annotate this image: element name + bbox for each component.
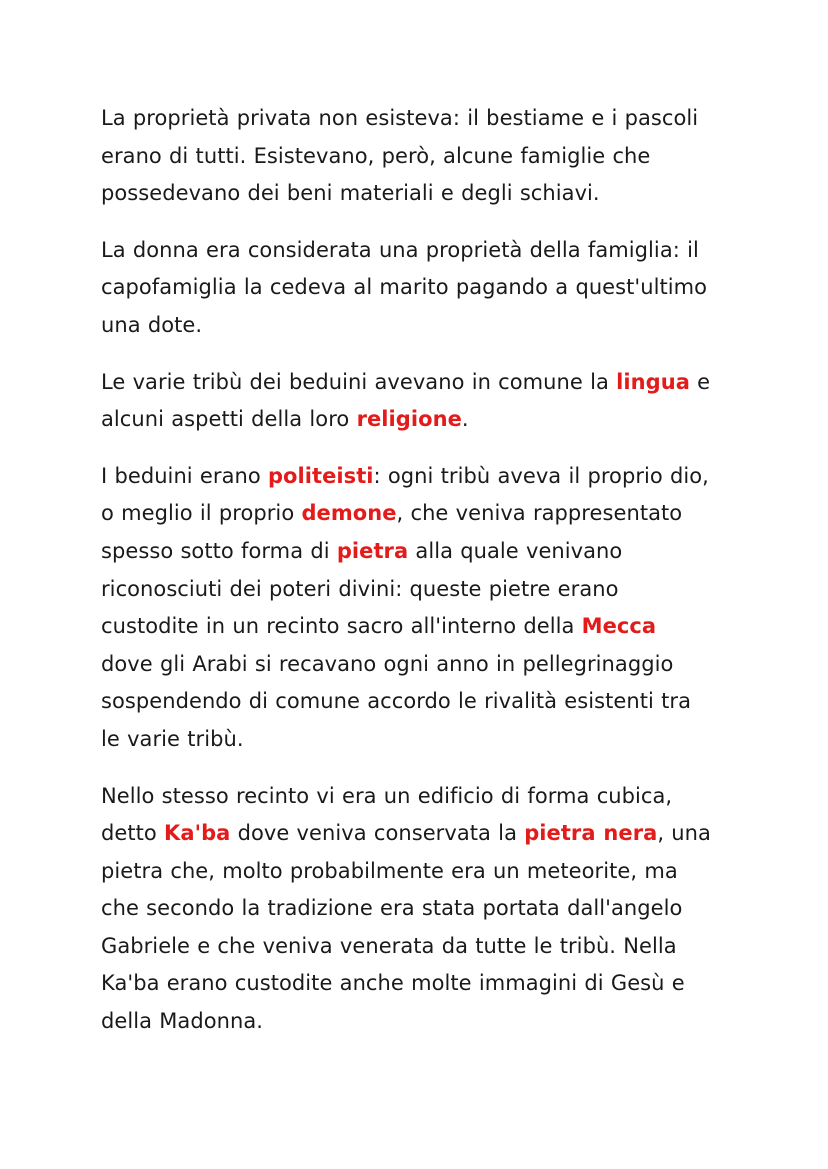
text-line <box>101 269 741 307</box>
text-line <box>101 646 741 684</box>
text-segment: alla quale venivano <box>408 538 623 563</box>
highlighted-keyword: Mecca <box>581 614 657 639</box>
paragraph <box>101 364 741 439</box>
text-segment: I beduini erano <box>101 463 268 488</box>
document-body <box>101 100 741 1060</box>
text-segment: della Madonna. <box>101 1009 263 1034</box>
text-segment: La proprietà privata non esisteva: il bestiame e i pascoli <box>101 106 699 130</box>
text-segment: riconosciuti dei poteri divini: queste pietre erano <box>101 576 619 601</box>
text-line <box>101 815 741 853</box>
text-segment: Le varie tribù dei beduini avevano in comune la <box>101 369 617 394</box>
text-segment: dove gli Arabi si recavano ogni anno in pellegrinaggio <box>101 651 674 676</box>
text-line <box>101 232 741 270</box>
paragraph <box>101 778 741 1041</box>
text-segment: Ka'ba erano custodite anche molte immagini di Gesù e <box>101 971 685 996</box>
highlighted-keyword: pietra nera <box>524 821 658 846</box>
highlighted-keyword: Ka'ba <box>164 821 231 846</box>
text-segment: Nello stesso recinto vi era un edificio di forma cubica, <box>101 783 673 808</box>
text-line <box>101 100 741 138</box>
text-line <box>101 890 741 928</box>
text-line <box>101 533 741 571</box>
text-segment: dove veniva conservata la <box>230 821 525 846</box>
paragraph <box>101 232 741 345</box>
text-segment: , che veniva rappresentato <box>396 501 683 526</box>
text-line <box>101 1003 741 1041</box>
text-segment: : ogni tribù aveva il proprio dio, <box>373 463 709 488</box>
text-line <box>101 928 741 966</box>
text-segment: spesso sotto forma di <box>101 538 337 563</box>
highlighted-keyword: demone <box>301 501 397 526</box>
text-line <box>101 853 741 891</box>
text-line <box>101 364 741 402</box>
text-line <box>101 778 741 816</box>
text-line <box>101 458 741 496</box>
text-line <box>101 138 741 176</box>
text-segment: sospendendo di comune accordo le rivalità esistenti tra <box>101 689 692 714</box>
text-segment: pietra che, molto probabilmente era un meteorite, ma <box>101 858 678 883</box>
text-segment: custodite in un recinto sacro all'interno della <box>101 614 582 639</box>
text-segment: alcuni aspetti della loro <box>101 407 357 432</box>
text-segment: le varie tribù. <box>101 726 244 751</box>
highlighted-keyword: politeisti <box>267 463 374 488</box>
text-line <box>101 965 741 1003</box>
text-segment: Gabriele e che veniva venerata da tutte le tribù. Nella <box>101 933 677 958</box>
text-segment: erano di tutti. Esistevano, però, alcune famiglie che <box>101 143 651 168</box>
text-segment: che secondo la tradizione era stata portata dall'angelo <box>101 896 683 921</box>
text-segment: possedevano dei beni materiali e degli schiavi. <box>101 181 600 206</box>
text-segment: una dote. <box>101 312 203 337</box>
text-line <box>101 307 741 345</box>
text-line <box>101 495 741 533</box>
text-line <box>101 571 741 609</box>
text-segment: , una <box>657 821 711 846</box>
text-line <box>101 683 741 721</box>
text-segment: La donna era considerata una proprietà della famiglia: il <box>101 237 699 262</box>
text-line <box>101 401 741 439</box>
highlighted-keyword: pietra <box>336 538 409 563</box>
text-segment: . <box>461 407 469 432</box>
highlighted-keyword: religione <box>356 407 462 432</box>
text-segment: o meglio il proprio <box>101 501 302 526</box>
text-segment: capofamiglia la cedeva al marito pagando a quest'ultimo <box>101 275 708 300</box>
text-segment: detto <box>101 821 165 846</box>
text-line <box>101 175 741 213</box>
text-segment: e <box>689 369 711 394</box>
paragraph <box>101 458 741 759</box>
paragraph <box>101 100 741 213</box>
text-line <box>101 608 741 646</box>
highlighted-keyword: lingua <box>616 369 690 394</box>
text-line <box>101 721 741 759</box>
